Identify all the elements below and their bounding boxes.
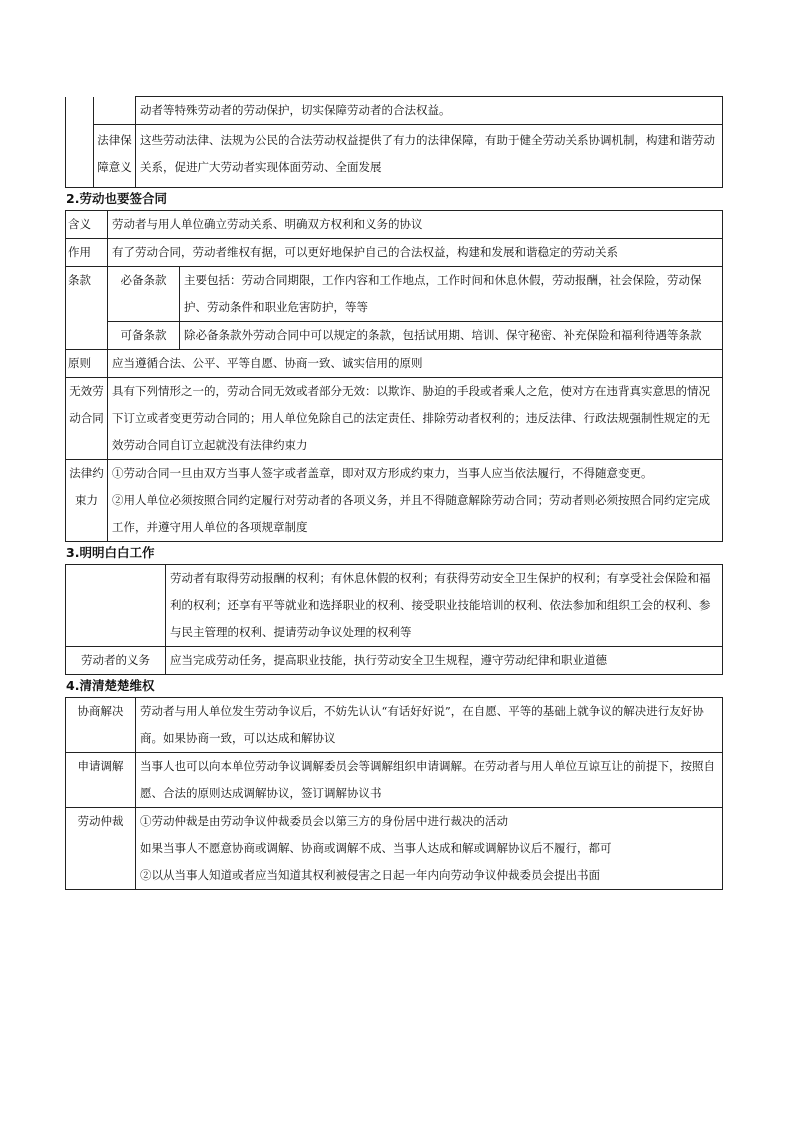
meaning-label: 含义 bbox=[66, 211, 108, 239]
table-cell-blank bbox=[94, 97, 136, 125]
table-cell-blank bbox=[66, 97, 94, 188]
table-row bbox=[66, 322, 723, 350]
legal-binding-point-1: ①劳动合同一旦由双方当事人签字或者盖章，即对双方形成约束力，当事人应当依法履行，不得随意变更。 bbox=[112, 466, 653, 480]
table-row bbox=[66, 97, 723, 125]
table-row bbox=[66, 267, 723, 322]
table-row bbox=[66, 211, 723, 239]
duties-text: 应当完成劳动任务，提高职业技能，执行劳动安全卫生规程，遵守劳动纪律和职业道德 bbox=[166, 647, 723, 675]
section-heading-rights-protection: 4.清清楚楚维权 bbox=[66, 678, 155, 693]
arbitrate-point-1: ①劳动仲裁是由劳动争议仲裁委员会以第三方的身份居中进行裁决的活动 bbox=[140, 814, 508, 828]
table-row bbox=[66, 647, 723, 675]
section-heading-contract: 2.劳动也要签合同 bbox=[66, 191, 167, 206]
optional-clause-text: 除必备条款外劳动合同中可以规定的条款，包括试用期、培训、保守秘密、补充保险和福利待遇等条款 bbox=[180, 322, 723, 350]
table-row bbox=[66, 350, 723, 378]
document-page bbox=[65, 96, 723, 890]
arbitrate-point-3: ②以从当事人知道或者应当知道其权利被侵害之日起一年内向劳动争议仲裁委员会提出书面 bbox=[140, 868, 600, 882]
law-protection-table bbox=[65, 96, 723, 188]
table-row bbox=[66, 808, 723, 890]
required-clause-text: 主要包括：劳动合同期限，工作内容和工作地点，工作时间和休息休假，劳动报酬，社会保险，劳动保护、劳动条件和职业危害防护，等等 bbox=[180, 267, 723, 322]
mediate-label: 申请调解 bbox=[66, 753, 136, 808]
legal-guarantee-label: 法律保障意义 bbox=[94, 125, 136, 188]
legal-binding-cell bbox=[108, 460, 723, 542]
dispute-resolution-table bbox=[65, 697, 723, 890]
rights-duties-table bbox=[65, 564, 723, 675]
table-row bbox=[66, 378, 723, 460]
negotiate-label: 协商解决 bbox=[66, 698, 136, 753]
mediate-text: 当事人也可以向本单位劳动争议调解委员会等调解组织申请调解。在劳动者与用人单位互谅互让的前提下，按照自愿、合法的原则达成调解协议，签订调解协议书 bbox=[136, 753, 723, 808]
arbitrate-point-2: 如果当事人不愿意协商或调解、协商或调解不成、当事人达成和解或调解协议后不履行，都可 bbox=[140, 841, 612, 855]
meaning-text: 劳动者与用人单位确立劳动关系、明确双方权利和义务的协议 bbox=[108, 211, 723, 239]
table-row bbox=[66, 753, 723, 808]
arbitrate-label: 劳动仲裁 bbox=[66, 808, 136, 890]
role-label: 作用 bbox=[66, 239, 108, 267]
legal-binding-label: 法律约束力 bbox=[66, 460, 108, 542]
duties-label: 劳动者的义务 bbox=[66, 647, 166, 675]
principle-label: 原则 bbox=[66, 350, 108, 378]
invalid-contract-label: 无效劳动合同 bbox=[66, 378, 108, 460]
rights-text: 劳动者有取得劳动报酬的权利；有休息休假的权利；有获得劳动安全卫生保护的权利；有享受社会保险和福利的权利；还享有平等就业和选择职业的权利、接受职业技能培训的权利、依法参加和组织工会的权利、参与民主管理的权利、提请劳动争议处理的权利等 bbox=[166, 565, 723, 647]
legal-guarantee-text: 这些劳动法律、法规为公民的合法劳动权益提供了有力的法律保障，有助于健全劳动关系协调机制，构建和谐劳动关系，促进广大劳动者实现体面劳动、全面发展 bbox=[136, 125, 723, 188]
principle-text: 应当遵循合法、公平、平等自愿、协商一致、诚实信用的原则 bbox=[108, 350, 723, 378]
clause-label: 条款 bbox=[66, 267, 108, 350]
invalid-contract-text: 具有下列情形之一的，劳动合同无效或者部分无效：以欺诈、胁迫的手段或者乘人之危，使对方在违背真实意思的情况下订立或者变更劳动合同的；用人单位免除自己的法定责任、排除劳动者权利的；违反法律、行政法规强制性规定的无效劳动合同自订立起就没有法律约束力 bbox=[108, 378, 723, 460]
rights-label bbox=[66, 565, 166, 647]
legal-binding-point-2: ②用人单位必须按照合同约定履行对劳动者的各项义务，并且不得随意解除劳动合同；劳动者则必须按照合同约定完成工作，并遵守用人单位的各项规章制度 bbox=[112, 493, 710, 534]
role-text: 有了劳动合同，劳动者维权有据，可以更好地保护自己的合法权益，构建和发展和谐稳定的劳动关系 bbox=[108, 239, 723, 267]
negotiate-text: 劳动者与用人单位发生劳动争议后，不妨先认认“有话好好说”，在自愿、平等的基础上就争议的解决进行友好协商。如果协商一致，可以达成和解协议 bbox=[136, 698, 723, 753]
table-row bbox=[66, 460, 723, 542]
section-heading-work: 3.明明白白工作 bbox=[66, 545, 155, 560]
optional-clause-label: 可备条款 bbox=[108, 322, 180, 350]
table-row bbox=[66, 239, 723, 267]
special-workers-protection-text: 动者等特殊劳动者的劳动保护，切实保障劳动者的合法权益。 bbox=[136, 97, 723, 125]
table-row bbox=[66, 698, 723, 753]
arbitrate-cell bbox=[136, 808, 723, 890]
required-clause-label: 必备条款 bbox=[108, 267, 180, 322]
table-row bbox=[66, 565, 723, 647]
table-row bbox=[66, 125, 723, 188]
labor-contract-table bbox=[65, 210, 723, 542]
